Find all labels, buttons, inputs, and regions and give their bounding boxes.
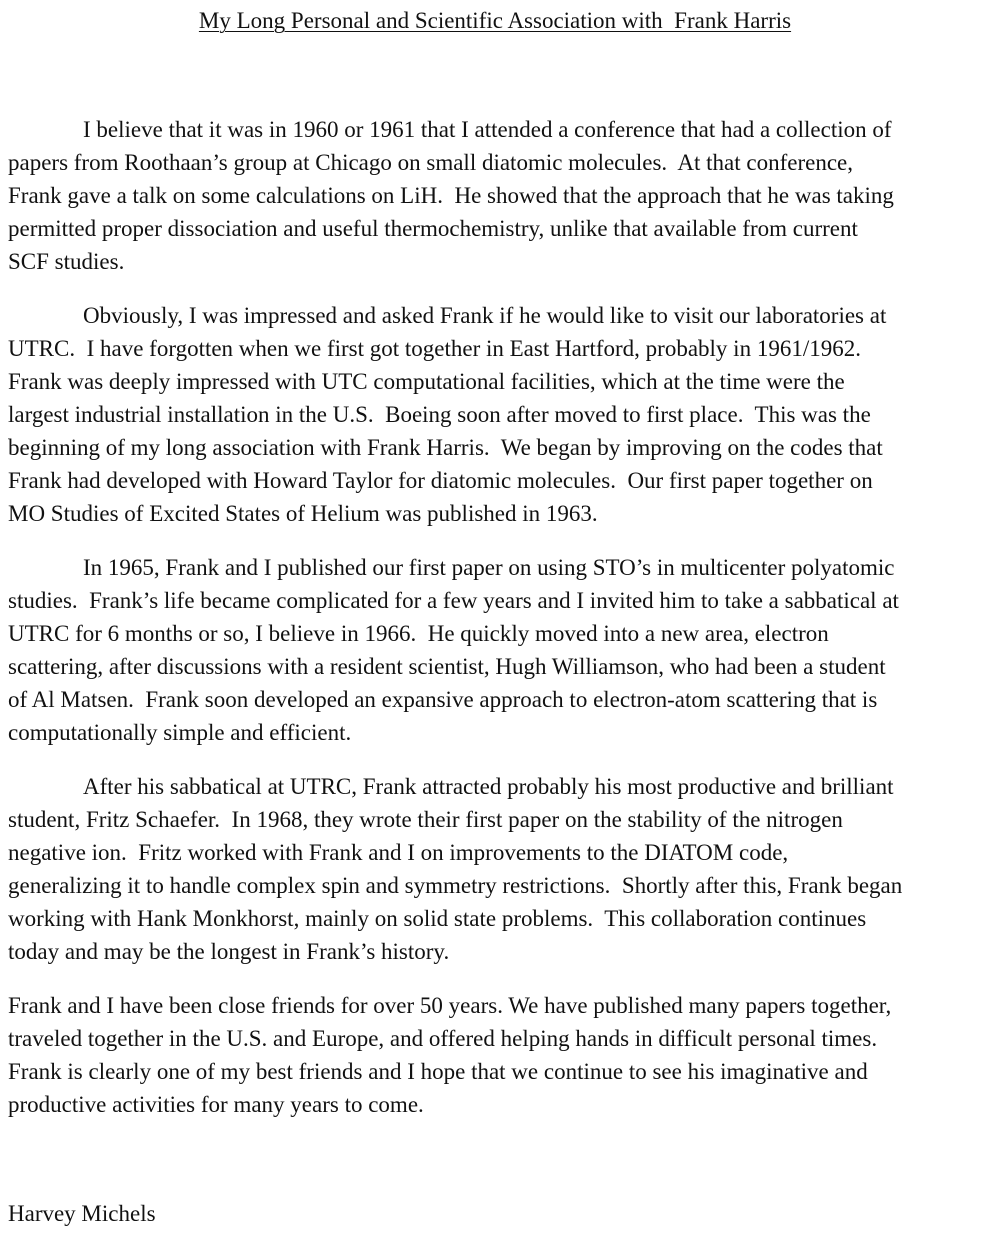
- paragraph-line: traveled together in the U.S. and Europe, and offered helping hands in difficult personal times.: [8, 1026, 878, 1051]
- paragraph-line: UTRC. I have forgotten when we first got together in East Hartford, probably in 1961/1962.: [8, 336, 861, 361]
- paragraph-line: permitted proper dissociation and useful thermochemistry, unlike that available from current: [8, 216, 858, 241]
- paragraph-line: In 1965, Frank and I published our first paper on using STO’s in multicenter polyatomic: [83, 555, 895, 580]
- signature: Harvey Michels: [8, 1201, 156, 1226]
- document-title: My Long Personal and Scientific Association with Frank Harris: [198, 8, 792, 33]
- paragraph-line: Frank is clearly one of my best friends and I hope that we continue to see his imaginative and: [8, 1059, 868, 1084]
- paragraph-4: [8, 770, 902, 968]
- paragraph-line: papers from Roothaan’s group at Chicago on small diatomic molecules. At that conference,: [8, 150, 854, 175]
- paragraph-line: After his sabbatical at UTRC, Frank attracted probably his most productive and brilliant: [83, 774, 894, 799]
- paragraph-line: MO Studies of Excited States of Helium was published in 1963.: [8, 501, 598, 526]
- paragraph-line: computationally simple and efficient.: [8, 720, 352, 745]
- paragraph-line: Frank gave a talk on some calculations on LiH. He showed that the approach that he was taking: [8, 183, 894, 208]
- paragraph-line: Frank was deeply impressed with UTC computational facilities, which at the time were the: [8, 369, 845, 394]
- paragraph-line: productive activities for many years to come.: [8, 1092, 424, 1117]
- paragraph-line: scattering, after discussions with a resident scientist, Hugh Williamson, who had been a student: [8, 654, 886, 679]
- paragraph-line: of Al Matsen. Frank soon developed an expansive approach to electron-atom scattering that is: [8, 687, 878, 712]
- paragraph-line: Frank and I have been close friends for over 50 years. We have published many papers together,: [8, 993, 892, 1018]
- paragraph-line: Frank had developed with Howard Taylor for diatomic molecules. Our first paper together on: [8, 468, 873, 493]
- paragraph-line: UTRC for 6 months or so, I believe in 1966. He quickly moved into a new area, electron: [8, 621, 829, 646]
- paragraph-3: [8, 551, 899, 749]
- paragraph-line: largest industrial installation in the U.S. Boeing soon after moved to first place. This was the: [8, 402, 871, 427]
- paragraph-2: [8, 299, 886, 530]
- paragraph-line: generalizing it to handle complex spin and symmetry restrictions. Shortly after this, Frank began: [8, 873, 903, 898]
- paragraph-1: [8, 113, 894, 278]
- paragraph-line: Obviously, I was impressed and asked Frank if he would like to visit our laboratories at: [83, 303, 887, 328]
- paragraph-line: I believe that it was in 1960 or 1961 that I attended a conference that had a collection of: [83, 117, 892, 142]
- paragraph-line: working with Hank Monkhorst, mainly on solid state problems. This collaboration continues: [8, 906, 867, 931]
- paragraph-line: today and may be the longest in Frank’s history.: [8, 939, 450, 964]
- paragraph-5: [8, 989, 891, 1121]
- paragraph-line: SCF studies.: [8, 249, 125, 274]
- paragraph-line: negative ion. Fritz worked with Frank and I on improvements to the DIATOM code,: [8, 840, 789, 865]
- paragraph-line: student, Fritz Schaefer. In 1968, they wrote their first paper on the stability of the nitrogen: [8, 807, 843, 832]
- paragraph-line: studies. Frank’s life became complicated for a few years and I invited him to take a sabbatical at: [8, 588, 899, 613]
- paragraph-line: beginning of my long association with Frank Harris. We began by improving on the codes that: [8, 435, 883, 460]
